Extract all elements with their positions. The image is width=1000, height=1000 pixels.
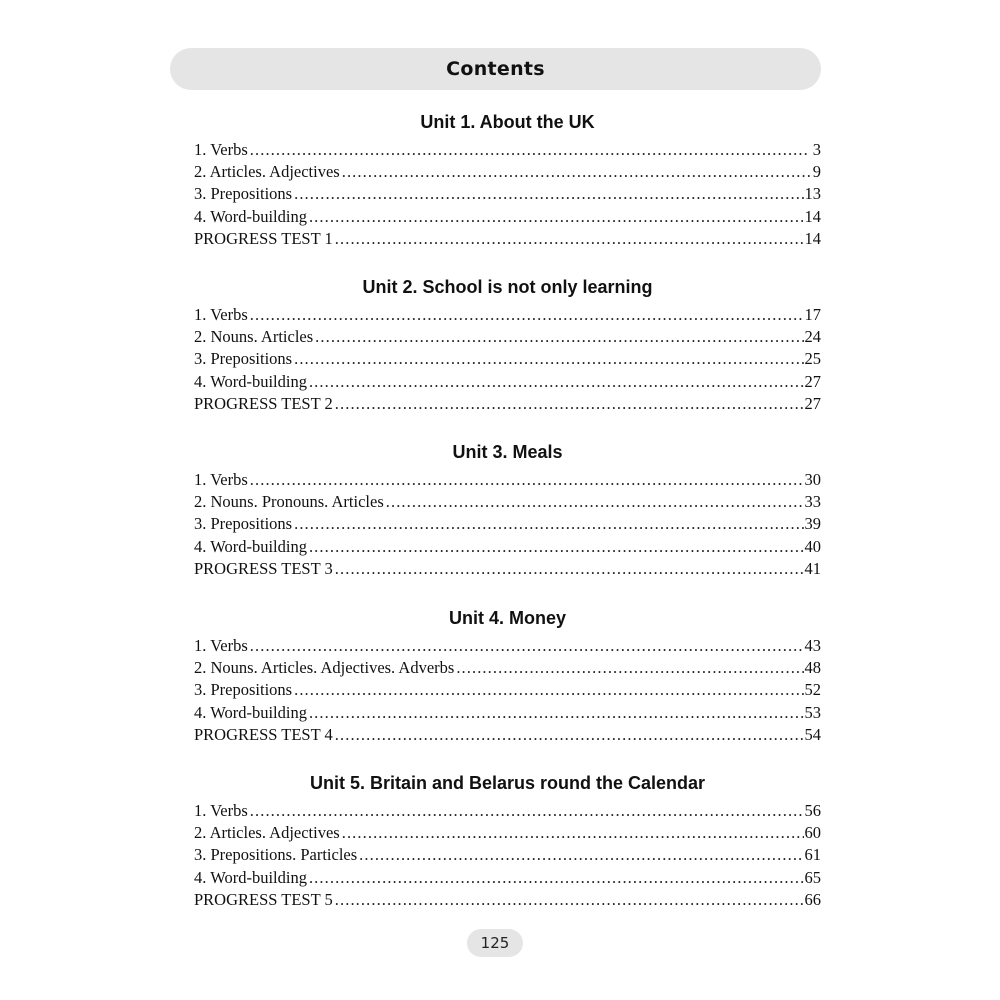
toc-entry-label: PROGRESS TEST 3 (194, 558, 333, 578)
toc-entry-page: 14 (804, 206, 821, 226)
toc-entry[interactable] (194, 228, 821, 250)
dot-leader (342, 161, 810, 183)
toc-entry-page: 66 (804, 889, 821, 909)
dot-leader (250, 800, 804, 822)
toc-entry-page: 33 (804, 492, 821, 512)
toc-entry[interactable] (194, 800, 821, 822)
dot-leader (335, 724, 804, 746)
dot-leader (309, 536, 804, 558)
toc-entry[interactable] (194, 348, 821, 370)
unit-section-5 (194, 772, 821, 911)
toc-entry-label: PROGRESS TEST 1 (194, 228, 333, 248)
toc-entry-page: 52 (804, 680, 821, 700)
dot-leader (294, 183, 803, 205)
toc-entry[interactable] (194, 206, 821, 228)
toc-entry-page: 54 (804, 724, 821, 744)
dot-leader (309, 867, 804, 889)
toc-entry-label: 2. Nouns. Pronouns. Articles (194, 492, 384, 512)
unit-section-2 (194, 276, 821, 415)
dot-leader (309, 702, 804, 724)
dot-leader (250, 304, 804, 326)
dot-leader (335, 558, 804, 580)
dot-leader (335, 393, 804, 415)
toc-entry-label: 1. Verbs (194, 636, 248, 655)
dot-leader (309, 206, 804, 228)
unit-heading: Unit 3. Meals (452, 442, 563, 462)
toc-entry-label: 4. Word-building (194, 371, 307, 391)
toc-entry[interactable] (194, 326, 821, 348)
toc-entry-page: 61 (804, 845, 821, 865)
toc-entry[interactable] (194, 371, 821, 393)
dot-leader (335, 889, 804, 911)
dot-leader (294, 679, 803, 701)
toc-entry[interactable] (194, 635, 821, 657)
toc-entry-label: 1. Verbs (194, 140, 248, 159)
unit-heading: Unit 4. Money (448, 608, 566, 628)
toc-entry[interactable] (194, 304, 821, 326)
toc-entry[interactable] (194, 393, 821, 415)
toc-entry-page: 27 (804, 371, 821, 391)
toc-entry[interactable] (194, 702, 821, 724)
toc-entry-page: 14 (804, 228, 821, 248)
dot-leader (456, 657, 803, 679)
toc-entry-label: PROGRESS TEST 5 (194, 889, 333, 909)
dot-leader (250, 635, 804, 657)
toc-entry-label: 4. Word-building (194, 867, 307, 887)
toc-entry-page: 60 (804, 823, 821, 843)
toc-entry[interactable] (194, 558, 821, 580)
toc-entry[interactable] (194, 679, 821, 701)
dot-leader (250, 139, 810, 161)
toc-entry[interactable] (194, 822, 821, 844)
dot-leader (250, 469, 804, 491)
toc-entry[interactable] (194, 469, 821, 491)
unit-heading: Unit 5. Britain and Belarus round the Calendar (309, 773, 706, 793)
toc-entry-page: 24 (804, 327, 821, 347)
toc-entry[interactable] (194, 161, 821, 183)
toc-entry-label: 2. Nouns. Articles. Adjectives. Adverbs (194, 658, 455, 678)
dot-leader (294, 513, 803, 535)
toc-entry-page: 56 (804, 801, 821, 820)
toc-entry-page: 41 (804, 558, 821, 578)
toc-entry-label: 3. Prepositions (194, 514, 293, 534)
toc-entry-label: 3. Prepositions (194, 680, 293, 700)
toc-entry-page: 40 (804, 536, 821, 556)
toc-entry-label: 4. Word-building (194, 536, 307, 556)
toc-entry-page: 39 (804, 514, 821, 534)
dot-leader (386, 491, 804, 513)
toc-list (194, 635, 821, 746)
dot-leader (309, 371, 804, 393)
page-title: Contents (446, 58, 545, 80)
toc-list (194, 469, 821, 580)
unit-section-1 (194, 111, 821, 250)
toc-entry-page: 25 (804, 349, 821, 369)
toc-entry-label: 3. Prepositions (194, 349, 293, 369)
toc-entry[interactable] (194, 139, 821, 161)
page-number-badge: 125 (467, 929, 523, 957)
toc-entry-page: 3 (812, 140, 821, 159)
toc-entry-label: PROGRESS TEST 4 (194, 724, 333, 744)
toc-entry-label: 3. Prepositions. Particles (194, 845, 358, 865)
toc-entry[interactable] (194, 724, 821, 746)
toc-entry[interactable] (194, 867, 821, 889)
dot-leader (315, 326, 803, 348)
toc-entry-label: PROGRESS TEST 2 (194, 393, 333, 413)
toc-list (194, 139, 821, 250)
toc-entry-page: 27 (804, 393, 821, 413)
dot-leader (342, 822, 804, 844)
toc-entry-label: 3. Prepositions (194, 184, 293, 204)
dot-leader (335, 228, 804, 250)
toc-entry-label: 4. Word-building (194, 702, 307, 722)
toc-entry-page: 13 (804, 184, 821, 204)
toc-entry[interactable] (194, 844, 821, 866)
toc-entry-page: 17 (804, 305, 821, 324)
toc-entry-page: 65 (804, 867, 821, 887)
toc-entry-label: 1. Verbs (194, 470, 248, 489)
toc-entry-page: 30 (804, 470, 821, 489)
dot-leader (294, 348, 803, 370)
toc-entry[interactable] (194, 491, 821, 513)
toc-entry[interactable] (194, 536, 821, 558)
toc-entry-label: 1. Verbs (194, 305, 248, 324)
toc-entry[interactable] (194, 889, 821, 911)
dot-leader (359, 844, 803, 866)
unit-section-4 (194, 607, 821, 746)
toc-entry[interactable] (194, 183, 821, 205)
unit-heading: Unit 1. About the UK (420, 112, 595, 132)
toc-entry-label: 1. Verbs (194, 801, 248, 820)
unit-section-3 (194, 441, 821, 580)
unit-heading: Unit 2. School is not only learning (362, 277, 653, 297)
contents-title-banner (170, 48, 821, 90)
toc-list (194, 304, 821, 415)
toc-entry-page: 53 (804, 702, 821, 722)
toc-entry-label: 2. Nouns. Articles (194, 327, 314, 347)
toc-entry-page: 9 (812, 162, 821, 182)
toc-entry[interactable] (194, 657, 821, 679)
toc-entry-page: 48 (804, 658, 821, 678)
toc-entry-label: 2. Articles. Adjectives (194, 823, 340, 843)
toc-entry[interactable] (194, 513, 821, 535)
toc-entry-label: 4. Word-building (194, 206, 307, 226)
toc-entry-label: 2. Articles. Adjectives (194, 162, 340, 182)
toc-list (194, 800, 821, 911)
toc-entry-page: 43 (804, 636, 821, 655)
